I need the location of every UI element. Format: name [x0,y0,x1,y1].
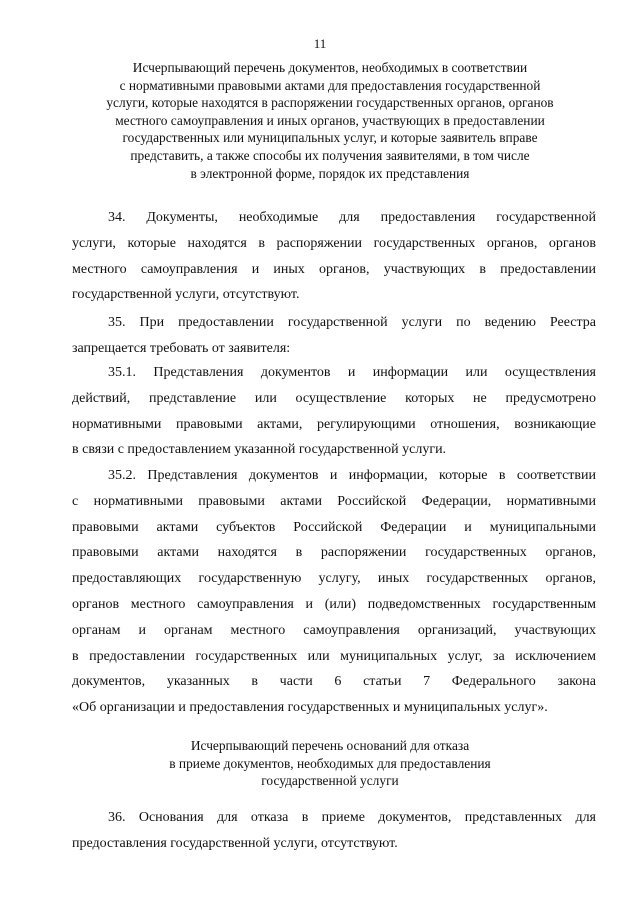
paragraph-35 [72,310,596,362]
paragraph-line: с нормативными правовыми актами Российской Федерации, нормативными [72,493,596,509]
page-number: 11 [313,36,327,51]
paragraph-36 [72,805,596,857]
paragraph-line: услуги, которые находятся в распоряжении государственных органов, органов [72,235,596,251]
paragraph-line: органам и органам местного самоуправления организаций, участвующих [72,622,596,638]
paragraph-line: в связи с предоставлением указанной государственной услуги. [72,442,447,458]
paragraph-line: 35.2. Представления документов и информации, которые в соответствии [108,468,596,483]
paragraph-line: государственной услуги, отсутствуют. [72,287,300,303]
paragraph-line: запрещается требовать от заявителя: [72,340,291,356]
heading-line: услуги, которые находятся в распоряжении государственных органов, органов [106,95,554,111]
heading-line: Исчерпывающий перечень документов, необходимых в соответствии [132,60,528,75]
paragraph-line: 34. Документы, необходимые для предоставления государственной [108,210,596,225]
paragraph-line: в предоставлении государственных или муниципальных услуг, за исключением [72,648,596,664]
heading-line: государственной услуги [261,773,399,789]
paragraph-line: документов, указанных в части 6 статьи 7 Федерального закона [72,674,596,690]
paragraph-line: предоставляющих государственную услугу, иных государственных органов, [72,571,596,587]
paragraph-35-2 [72,463,596,721]
section-heading-refusal-grounds [60,737,600,790]
heading-line: местного самоуправления и иных органов, участвующих в предоставлении [115,112,545,128]
paragraph-line: местного самоуправления и иных органов, участвующих в предоставлении [72,261,596,277]
paragraph-line: действий, представление или осуществление которых не предусмотрено [72,390,596,406]
heading-line: с нормативными правовыми актами для предоставления государственной [119,77,541,93]
paragraph-35-1 [72,360,596,463]
heading-line: Исчерпывающий перечень оснований для отказа [190,738,470,753]
section-heading-documents-list [60,59,600,182]
paragraph-line: 35. При предоставлении государственной услуги по ведению Реестра [108,315,596,330]
heading-line: в приеме документов, необходимых для предоставления [169,755,491,771]
heading-line: представить, а также способы их получения заявителями, в том числе [130,147,530,163]
paragraph-line: органов местного самоуправления и (или) подведомственных государственным [72,596,596,612]
paragraph-line: 35.1. Представления документов и информации или осуществления [108,365,596,380]
paragraph-line: 36. Основания для отказа в приеме документов, представленных для [108,810,596,825]
heading-line: в электронной форме, порядок их представления [190,165,470,181]
paragraph-34 [72,205,596,308]
paragraph-line: нормативными правовыми актами, регулирующими отношения, возникающие [72,416,596,432]
heading-line: государственных или муниципальных услуг, и которые заявитель вправе [122,130,538,146]
paragraph-line: правовыми актами субъектов Российской Федерации и муниципальными [72,519,596,535]
paragraph-line: «Об организации и предоставления государственных и муниципальных услуг». [72,700,548,716]
paragraph-line: предоставления государственной услуги, отсутствуют. [72,835,398,851]
paragraph-line: правовыми актами находятся в распоряжении государственных органов, [72,545,596,561]
